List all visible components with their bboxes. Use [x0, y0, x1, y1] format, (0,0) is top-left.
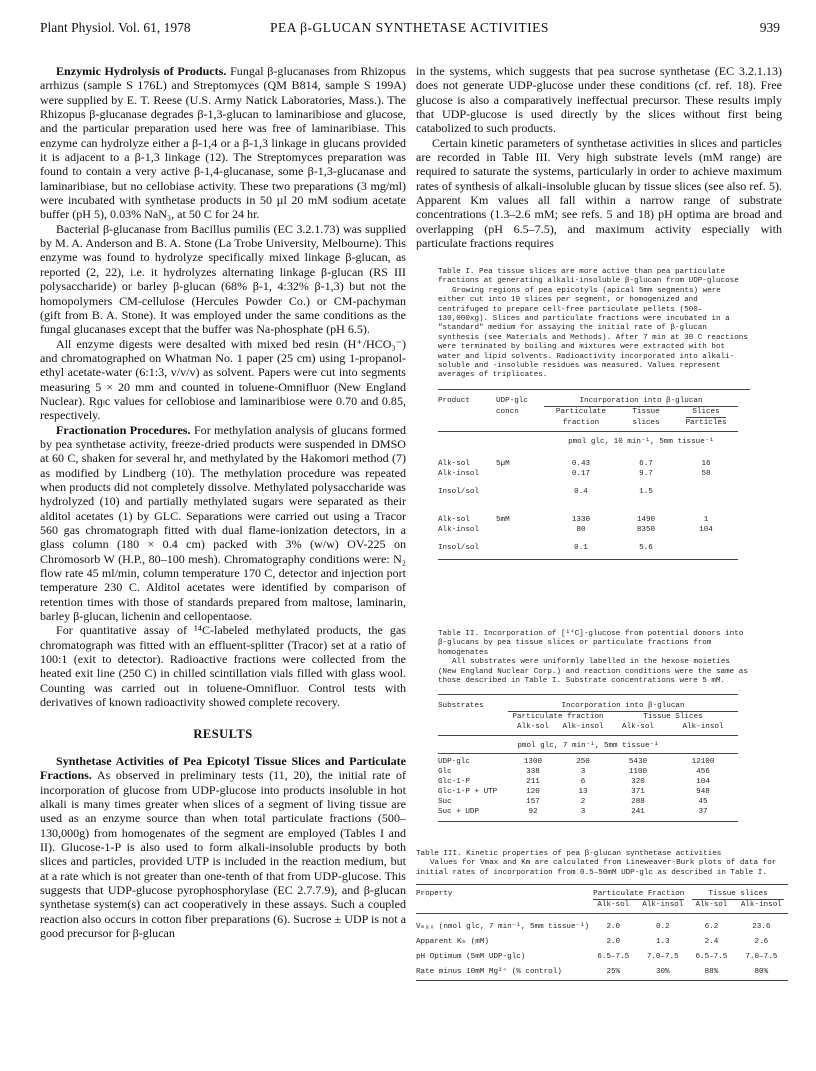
t3-cell: 6.5–7.5: [695, 953, 728, 962]
t1-col-incorp: Incorporation into β-glucan: [579, 396, 703, 405]
table-row: [438, 487, 738, 497]
t2-cell: 1300: [523, 758, 543, 767]
t2-cell: 2: [580, 798, 586, 807]
quantitative-assay-paragraph: For quantitative assay of ¹⁴C-labeled methylated products, the gas chromatograph was fitted with an effluent-splitter (Tracor) set at a ratio of 100:1 (exit to detector). Radioactive fractions were collected from the heated exit line (250 C) in chilled scintillation vials filled with glass wool. Counting was carried out in toluene-Omnifluor. Control tests with derivatives of known radioactivity showed complete recovery.: [40, 623, 406, 710]
t1-cell: 0.43: [571, 459, 591, 468]
t2-cell: 338: [526, 768, 540, 777]
t2-cell: 456: [696, 768, 710, 777]
t2-cell: 5430: [628, 758, 648, 767]
t3-col-alkinsol: Alk-insol: [642, 901, 684, 910]
t3-cell: 25%: [606, 968, 621, 977]
enzyme-digest-paragraph: All enzyme digests were desalted with mixed bed resin (H⁺/HCO₃⁻) and chromatographed on Whatman No. 1 paper (25 cm) using 1-propanol-ethyl acetate-water (6:1:3, v/v/v) as solvent. Papers were cut into segments measuring 5 × 20 mm and counted in toluene-Omnifluor (New England Nuclear). Rɡₗc values for cellobiose and laminaribiose were 0.70 and 0.85, respectively.: [40, 336, 406, 423]
table-row: [438, 767, 738, 777]
running-header: [40, 20, 780, 40]
t2-cell: 92: [528, 808, 538, 817]
t1-cell: 16: [701, 459, 711, 468]
t3-cell: 6.2: [704, 923, 719, 932]
t2-cell: 13: [578, 788, 588, 797]
t2-cell: UDP-glc: [438, 758, 470, 767]
t1-cell: 9.7: [639, 469, 653, 478]
t3-cell: 0.2: [655, 923, 670, 932]
t1-col-ratio: Slices: [692, 407, 720, 416]
table-row: [416, 952, 788, 962]
t2-cell: 288: [631, 798, 645, 807]
t2-col-substrates: Substrates: [438, 702, 484, 711]
t2-units: pmol glc, 7 min⁻¹, 5mm tissue⁻¹: [517, 742, 659, 751]
t3-col-alkinsol-2: Alk-insol: [740, 901, 782, 910]
enzymic-hydrolysis-heading: Enzymic Hydrolysis of Products.: [56, 64, 227, 78]
table-3: [416, 850, 788, 981]
t2-cell: 371: [631, 788, 645, 797]
t2-col-alksol: Alk-sol: [517, 723, 549, 732]
t3-cell: 2.0: [606, 938, 621, 947]
table-row: [438, 807, 738, 817]
t2-cell: 6: [580, 778, 586, 787]
table-2-grid: [438, 701, 738, 817]
table-2: [438, 630, 750, 822]
t1-cell: 104: [699, 525, 713, 534]
t2-cell: 241: [631, 808, 645, 817]
t2-cell: 320: [631, 778, 645, 787]
table-row: [416, 967, 788, 977]
table-1-caption: Growing regions of pea epicotyls (apical 5mm segments) were either cut into 10 slices per segment, or homogenized and centrifuged to prepare cell-free particulate pellets (500–130,000xg). Slices and particulate fractions were incubated in a "standard" medium for assaying the initial rate of β-glucan synthesis (see Materials and Methods). After 7 min at 30 C reactions were terminated by boiling and mixtures were extracted with hot water and lipid solvents. Radioactivity incorporated into alkali-soluble and -insoluble residues was measured. Values represent averages of triplicates.: [438, 286, 748, 380]
table-row: [438, 525, 738, 535]
t1-cell: 5µM: [496, 459, 510, 468]
enzymic-hydrolysis-paragraph: [40, 64, 406, 222]
t2-col-part: Particulate fraction: [512, 713, 604, 722]
right-column-text: [416, 64, 782, 250]
t3-col-property: Property: [416, 890, 453, 899]
t2-cell: 3: [580, 768, 586, 777]
bacterial-glucanase-paragraph: Bacterial β-glucanase from Bacillus pumilis (EC 3.2.1.73) was supplied by M. A. Anderson and B. A. Stone (La Trobe University, Melbourne). This enzyme was found to hydrolyze specifically mixed linkage β-glucan, as reported (2, 22), i.e. it hydrolyzes alternating linkage β-glucan (RS III polysaccharide) or barley β-glucan (68% β-1, 4:32% β-1,3) but not the homopolymers CM-cellulose (Hercules Powder Co.) or CM-pachyman (gift from B. A. Stone). It was employed under the same conditions as the fungal glucanases except that the buffer was Na-phosphate (pH 6.5).: [40, 221, 406, 337]
t1-cell: 1490: [636, 515, 656, 524]
t3-cell: Rate minus 10mM Mg²⁺ (% control): [416, 968, 562, 977]
t1-cell: 80: [576, 525, 586, 534]
table-row: [438, 515, 738, 525]
synthetase-heading: Synthetase Activities of Pea Epicotyl Tissue Slices and Particulate Fractions.: [40, 753, 406, 783]
t2-cell: 12100: [691, 758, 715, 767]
t1-col-tissue-2: slices: [632, 418, 660, 427]
t3-cell: Vₘₐₓ (nmol glc, 7 min⁻¹, 5mm tissue⁻¹): [416, 923, 590, 932]
left-column: [40, 64, 406, 940]
table-row: [438, 787, 738, 797]
t1-cell: 1: [703, 515, 709, 524]
t3-cell: 2.6: [754, 938, 769, 947]
table-2-title: Table II. Incorporation of [¹⁴C]-glucose from potential donors into β-glucans by pea tissue slices or particulate fractions from homogenates: [438, 630, 744, 657]
t3-cell: 2.0: [606, 923, 621, 932]
table-3-grid: [416, 889, 788, 977]
t2-col-alkinsol-2: Alk-insol: [682, 723, 724, 732]
fractionation-text-1: For methylation analysis of glucans formed by pea synthetase activity, freeze-dried products were suspended in DMSO at 60 C, shaken for several hr, and methylated by the Hakomori method (7) as modified by Lindberg (10). The methylation procedure was repeated when products did not completely dissolve. Methylated polysaccharide was hydrolyzed (10) and partially methylated sugars were separated as their alditol acetates (1) by GLC. Separations were carried out using a Tracor 560 gas chromatograph fitted with dual flame-ionization detectors, in a glass column (180 × 0.4 cm) packed with 3% (w/w) OV-225 on Chromosorb W (H.P., 80–100 mesh). Chromatography conditions were: N₂ flow rate 45 ml/min, column temperature 170 C, detector and injection port temperature 230 C. Alditol acetates were identified by comparison of retention times with those of standards prepared from maltose, laminarin, barley β-glucan, lichenin and cellopentaose.: [40, 422, 407, 624]
t1-cell: Alk-insol: [438, 525, 480, 534]
t1-units: pmol glc, 10 min⁻¹, 5mm tissue⁻¹: [568, 437, 714, 446]
table-row: [438, 459, 738, 469]
table-row: [438, 469, 738, 479]
t3-cell: 2.4: [704, 938, 719, 947]
table-3-title: Table III. Kinetic properties of pea β-glucan synthetase activities: [416, 850, 722, 858]
t1-col-product: Product: [438, 396, 470, 405]
t3-cell: 23.6: [752, 923, 771, 932]
t1-cell: 1.5: [639, 487, 653, 496]
t1-cell: Insol/sol: [438, 487, 480, 496]
t1-cell: 8350: [636, 525, 656, 534]
right-paragraph-2: Certain kinetic parameters of synthetase activities in slices and particles are recorded in Table III. Very high substrate levels (mM range) are required to saturate the systems, particularly in order to achieve maximum rates of synthesis of alkali-insoluble glucan by tissue slices (see also ref. 5). Apparent Km values all fall within a narrow range of substrate concentrations (1.3–2.6 mM; see refs. 5 and 18) pH optima are broad and overlapping (pH 6.5–7.5), and maximum activity especially with particulate fractions requires: [416, 135, 782, 251]
table-row: [438, 543, 738, 553]
t3-cell: 80%: [754, 968, 769, 977]
t1-cell: 5mM: [496, 515, 510, 524]
table-1: [438, 268, 750, 560]
fractionation-heading: Fractionation Procedures.: [56, 422, 191, 437]
t2-cell: 211: [526, 778, 540, 787]
synthetase-text: As observed in preliminary tests (11, 20), the initial rate of incorporation of glucose from UDP-glucose into products insoluble in hot alkali is many times greater when slices of a segment of living tissue are used as an enzyme source than when total particulate fractions (500–130,000g) from homogenates of the segment are employed (Tables I and II). Glucose-1-P is also used to form alkali-insoluble products by both slices and particles, provided UTP is included in the reaction medium, but at a rate which is not greater than one-tenth of that from UDP-glucose. This suggests that UDP-glucose pyrophosphorylase (EC 2.7.7.9), and β-glucan synthetase system(s) can act cooperatively in these assays. Such a coupled reaction also occurs in cotton fiber preparations (6). Sucrose ± UDP is not a good precursor for β-glucan: [40, 768, 406, 940]
page-number: 939: [759, 20, 780, 35]
t1-cell: Alk-insol: [438, 469, 480, 478]
t1-col-udp-2: concn: [496, 407, 519, 416]
t3-col-tissue: Tissue slices: [708, 890, 768, 899]
t3-cell: Apparent Kₘ (mM): [416, 938, 489, 947]
fractionation-paragraph: [40, 423, 406, 624]
enzymic-text-1: Fungal β-glucanases from Rhizopus arrhizus (sample S 176L) and Streptomyces (QM B814, sample S 199A) were supplied by E. T. Reese (U.S. Army Natick Laboratories, Mass.). The Rhizopus β-glucanase degrades β-1,3-glucan to laminaribiose and glucose, and the particular preparation used here was free of laminaribiase. This enzyme can hydrolyze either a β-1,4 or a β-1,3 linkage in glucans provided it is adjacent to a β-1,3 linkage (12). The Streptomyces preparation was found to contain a very active β-1,4-glucanase, some β-1,3-glucanase and laminaribiase, but no cellobiase activity. These two preparations (3 mg/ml) were incubated with synthetase products in 50 µl 20 mM sodium acetate buffer (pH 5), 0.03% NaN₃, at 50 C for 24 hr.: [40, 64, 406, 222]
t3-col-part: Particulate Fraction: [593, 890, 685, 899]
table-row: [438, 797, 738, 807]
t1-col-tissue: Tissue: [632, 407, 660, 416]
t1-col-udp: UDP-glc: [496, 396, 528, 405]
table-1-title: Table I. Pea tissue slices are more active than pea particulate fractions at generating alkali-insoluble β-glucan from UDP-glucose: [438, 268, 739, 286]
t2-col-tissue: Tissue Slices: [643, 713, 703, 722]
t2-cell: 37: [698, 808, 708, 817]
journal-citation: Plant Physiol. Vol. 61, 1978: [40, 20, 191, 35]
t2-cell: 1100: [628, 768, 648, 777]
t3-cell: pH Optimum (5mM UDP-glc): [416, 953, 526, 962]
t1-cell: 0.17: [571, 469, 591, 478]
t2-cell: Glc-1-P + UTP: [438, 788, 498, 797]
t2-cell: 104: [696, 778, 710, 787]
t2-cell: 3: [580, 808, 586, 817]
t3-cell: 7.0–7.5: [646, 953, 679, 962]
table-row: [438, 777, 738, 787]
t2-cell: 948: [696, 788, 710, 797]
t2-cell: Glc-1-P: [438, 778, 470, 787]
table-2-caption: All substrates were uniformly labelled in the hexose moieties (New England Nuclear Corp.) and reaction conditions were the same as those described in Table I. Substrate concentrations were 5 mM.: [438, 658, 748, 686]
t1-cell: 58: [701, 469, 711, 478]
t2-col-alksol-2: Alk-sol: [622, 723, 654, 732]
t2-col-incorp: Incorporation into β-glucan: [561, 702, 685, 711]
t3-col-alksol: Alk-sol: [597, 901, 630, 910]
t1-cell: 6.7: [639, 459, 653, 468]
right-paragraph-1: in the systems, which suggests that pea sucrose synthetase (EC 3.2.1.13) does not generate UDP-glucose under these conditions (cf. ref. 18). Free glucose is also a comparatively ineffectual precursor. These results imply that UDP-glucose is used directly by the slices without first being catabolized to such products.: [416, 64, 782, 136]
t3-cell: 88%: [704, 968, 719, 977]
t1-cell: Alk-sol: [438, 459, 470, 468]
t1-cell: 0.1: [574, 543, 588, 552]
t2-cell: 250: [576, 758, 590, 767]
t2-cell: 45: [698, 798, 708, 807]
t2-cell: 157: [526, 798, 540, 807]
table-row: [416, 922, 788, 932]
t1-col-part-2: fraction: [562, 418, 600, 427]
t2-cell: Suc + UDP: [438, 808, 480, 817]
synthetase-paragraph: [40, 754, 406, 940]
t2-col-alkinsol: Alk-insol: [562, 723, 604, 732]
table-row: [438, 757, 738, 767]
t1-col-part: Particulate: [555, 407, 607, 416]
t3-cell: 7.0–7.5: [745, 953, 778, 962]
running-title: PEA β-GLUCAN SYNTHETASE ACTIVITIES: [270, 20, 549, 35]
table-row: [416, 937, 788, 947]
t1-cell: Insol/sol: [438, 543, 480, 552]
table-1-grid: [438, 396, 738, 553]
t1-cell: 0.4: [574, 487, 588, 496]
t3-col-alksol-2: Alk-sol: [695, 901, 728, 910]
t1-cell: 1330: [571, 515, 591, 524]
results-heading: RESULTS: [193, 727, 253, 742]
t1-col-ratio-2: Particles: [685, 418, 727, 427]
t1-cell: 5.6: [639, 543, 653, 552]
t3-cell: 30%: [655, 968, 670, 977]
t3-cell: 1.3: [655, 938, 670, 947]
t2-cell: Glc: [438, 768, 452, 777]
t1-cell: Alk-sol: [438, 515, 470, 524]
table-3-caption: Values for Vmax and Km are calculated from Lineweaver-Burk plots of data for initial rates of incorporation from 0.5–50mM UDP-glc as described in Table I.: [416, 859, 777, 877]
t2-cell: Suc: [438, 798, 452, 807]
t2-cell: 120: [526, 788, 540, 797]
t3-cell: 6.5–7.5: [597, 953, 630, 962]
